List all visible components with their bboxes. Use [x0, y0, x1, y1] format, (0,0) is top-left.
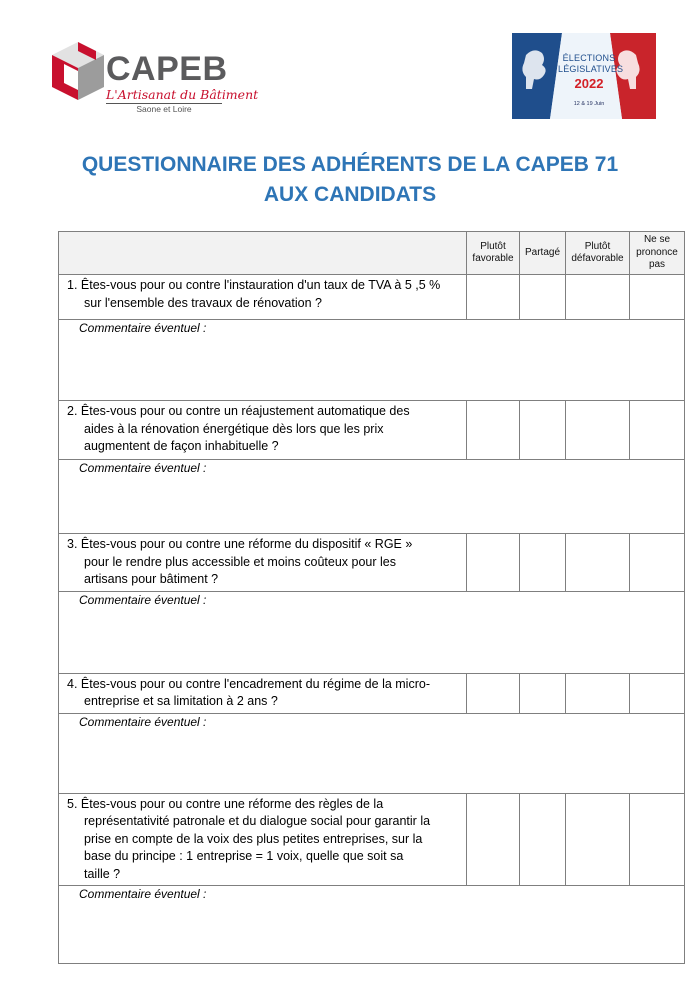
- badge-year: 2022: [574, 76, 604, 91]
- answer-q2-plutot-favorable[interactable]: [467, 401, 520, 460]
- question-1: [59, 275, 467, 320]
- header-blank-cell: [59, 232, 467, 275]
- col-header-defavorable: [566, 232, 630, 275]
- col-header-favorable-l1: Plutôt: [480, 240, 506, 252]
- title-line-2: AUX CANDIDATS: [263, 183, 437, 206]
- answer-q5-partage[interactable]: [520, 793, 566, 886]
- answer-q3-ne-se-prononce-pas[interactable]: [630, 534, 685, 592]
- comment-label: Commentaire éventuel :: [79, 461, 207, 475]
- question-row-4: [59, 673, 685, 713]
- col-header-partage: [520, 232, 566, 275]
- comment-field-q2[interactable]: [59, 460, 685, 534]
- answer-q2-ne-se-prononce-pas[interactable]: [630, 401, 685, 460]
- comment-label: Commentaire éventuel :: [79, 592, 207, 607]
- answer-q5-ne-se-prononce-pas[interactable]: [630, 793, 685, 886]
- question-5-line: base du principe : 1 entreprise = 1 voix, quelle que soit sa: [84, 849, 404, 863]
- comment-field-q5[interactable]: [59, 886, 685, 964]
- document-title: [0, 150, 700, 210]
- answer-q2-plutot-defavorable[interactable]: [566, 401, 630, 460]
- question-3-line: 3. Êtes-vous pour ou contre une réforme du dispositif « RGE »: [67, 537, 413, 551]
- comment-field-q4[interactable]: [59, 713, 685, 793]
- badge-dates: 12 & 19 Juin: [573, 101, 605, 107]
- badge-line1: ÉLECTIONS: [562, 53, 616, 63]
- col-header-nsp-l3: pas: [648, 259, 666, 271]
- question-4-line: entreprise et sa limitation à 2 ans ?: [84, 694, 278, 708]
- table-header-row: [59, 232, 685, 275]
- question-1-line: sur l'ensemble des travaux de rénovation ?: [84, 295, 322, 310]
- capeb-tagline: L'Artisanat du Bâtiment: [106, 87, 259, 102]
- answer-q4-plutot-favorable[interactable]: [467, 673, 520, 713]
- question-row-1: [59, 275, 685, 320]
- comment-field-q1[interactable]: [59, 320, 685, 401]
- comment-row-1: [59, 320, 685, 401]
- answer-q1-plutot-favorable[interactable]: [467, 275, 520, 320]
- col-header-favorable-l2: favorable: [472, 253, 514, 264]
- question-2: [59, 401, 467, 460]
- capeb-region: Saone et Loire: [136, 104, 192, 114]
- question-row-5: [59, 793, 685, 886]
- col-header-ne-se-prononce-pas: [630, 232, 685, 275]
- comment-label: Commentaire éventuel :: [79, 887, 207, 901]
- question-2-line: aides à la rénovation énergétique dès lors que les prix: [84, 421, 384, 436]
- badge-line2: LÉGISLATIVES: [558, 64, 624, 74]
- question-5-line: taille ?: [84, 866, 121, 881]
- col-header-defavorable-l1: Plutôt: [584, 240, 611, 252]
- question-row-3: [59, 534, 685, 592]
- question-4-line: 4. Êtes-vous pour ou contre l'encadrement du régime de la micro-: [67, 676, 430, 691]
- question-2-line: 2. Êtes-vous pour ou contre un réajustement automatique des: [67, 404, 410, 418]
- comment-row-3: [59, 591, 685, 673]
- question-4: [59, 673, 467, 713]
- answer-q3-plutot-defavorable[interactable]: [566, 534, 630, 592]
- question-row-2: [59, 401, 685, 460]
- col-header-nsp-l2: prononce: [636, 246, 678, 258]
- answer-q2-partage[interactable]: [520, 401, 566, 460]
- capeb-logo: [48, 40, 259, 120]
- comment-row-2: [59, 460, 685, 534]
- col-header-nsp-l1: Ne se: [643, 234, 671, 246]
- comment-label: Commentaire éventuel :: [79, 714, 207, 729]
- answer-q1-plutot-defavorable[interactable]: [566, 275, 630, 320]
- answer-q4-ne-se-prononce-pas[interactable]: [630, 673, 685, 713]
- comment-field-q3[interactable]: [59, 591, 685, 673]
- answer-q5-plutot-defavorable[interactable]: [566, 793, 630, 886]
- col-header-favorable: [467, 232, 520, 275]
- title-line-1: QUESTIONNAIRE DES ADHÉRENTS DE LA CAPEB 71: [81, 153, 619, 176]
- capeb-wordmark: CAPEB: [106, 50, 228, 88]
- question-5-line: prise en compte de la voix des plus petites entreprises, sur la: [84, 831, 423, 846]
- answer-q5-plutot-favorable[interactable]: [467, 793, 520, 886]
- question-5-line: représentativité patronale et du dialogue social pour garantir la: [84, 814, 431, 828]
- question-3: [59, 534, 467, 592]
- answer-q1-ne-se-prononce-pas[interactable]: [630, 275, 685, 320]
- comment-row-5: [59, 886, 685, 964]
- col-header-defavorable-l2: défavorable: [571, 253, 624, 264]
- comment-label: Commentaire éventuel :: [79, 321, 207, 335]
- question-1-line: 1. Êtes-vous pour ou contre l'instauration d'un taux de TVA à 5 ,5 %: [67, 278, 441, 292]
- question-2-line: augmentent de façon inhabituelle ?: [84, 439, 279, 453]
- capeb-cube-icon: [48, 40, 108, 102]
- question-3-line: artisans pour bâtiment ?: [84, 572, 219, 586]
- answer-q3-plutot-favorable[interactable]: [467, 534, 520, 592]
- elections-badge: [512, 33, 656, 119]
- answer-q4-plutot-defavorable[interactable]: [566, 673, 630, 713]
- questionnaire-table: [58, 231, 685, 964]
- answer-q3-partage[interactable]: [520, 534, 566, 592]
- col-header-partage-l1: Partagé: [524, 246, 561, 258]
- question-5: [59, 793, 467, 886]
- answer-q4-partage[interactable]: [520, 673, 566, 713]
- question-3-line: pour le rendre plus accessible et moins coûteux pour les: [84, 554, 396, 569]
- comment-row-4: [59, 713, 685, 793]
- answer-q1-partage[interactable]: [520, 275, 566, 320]
- question-5-line: 5. Êtes-vous pour ou contre une réforme des règles de la: [67, 796, 384, 811]
